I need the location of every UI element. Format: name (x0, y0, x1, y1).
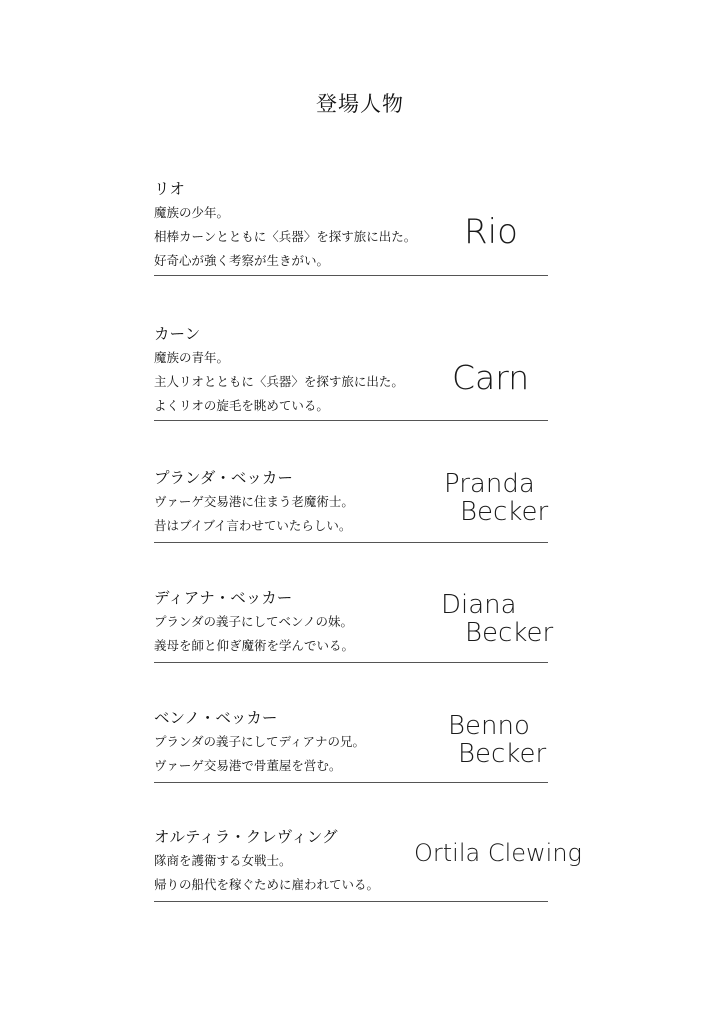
signature-line: Becker (465, 618, 554, 648)
signature-line: Benno (448, 711, 530, 741)
character-description-line: 昔はブイブイ言わせていたらしい。 (154, 518, 352, 533)
signature-line: Becker (460, 497, 549, 527)
character-description-line: プランダの義子にしてディアナの兄。 (154, 734, 366, 749)
character-name: オルティラ・クレヴィング (154, 828, 338, 846)
character-description-line: 好奇心が強く考察が生きがい。 (154, 253, 330, 268)
signature-line: Diana (441, 590, 517, 620)
character-description-line: 帰りの船代を稼ぐために雇われている。 (154, 877, 380, 892)
signature-rio (464, 212, 518, 252)
signature-line: Pranda (444, 469, 535, 499)
signature-ortila (414, 838, 582, 868)
signature-carn (452, 358, 529, 398)
character-description-line: 魔族の少年。 (154, 205, 230, 220)
character-name: プランダ・ベッカー (154, 469, 293, 487)
signature-diana (441, 591, 553, 647)
character-description-line: ヴァーゲ交易港で骨董屋を営む。 (154, 758, 342, 773)
character-description-line: 義母を師と仰ぎ魔術を学んでいる。 (154, 638, 355, 653)
character-description-line: 相棒カーンとともに〈兵器〉を探す旅に出た。 (154, 229, 417, 244)
character-description-line: プランダの義子にしてベンノの妹。 (154, 614, 354, 629)
signature-benno (448, 712, 546, 768)
character-name: ディアナ・ベッカー (154, 589, 293, 607)
signature-line: Becker (458, 739, 547, 769)
signature-line: Rio (464, 212, 518, 252)
character-name: カーン (154, 325, 201, 343)
page-title: 登場人物 (316, 92, 404, 116)
character-name: リオ (154, 180, 185, 198)
character-description-line: よくリオの旋毛を眺めている。 (154, 398, 329, 413)
character-description-line: 魔族の青年。 (154, 350, 230, 365)
signature-line: Carn (452, 358, 530, 397)
character-description-line: 隊商を護衛する女戦士。 (154, 853, 292, 868)
character-name: ベンノ・ベッカー (154, 709, 278, 727)
character-description-line: 主人リオとともに〈兵器〉を探す旅に出た。 (154, 374, 404, 389)
character-description-line: ヴァーゲ交易港に住まう老魔術士。 (154, 494, 354, 509)
signature-line: Ortila Clewing (414, 839, 582, 867)
signature-pranda (444, 470, 548, 526)
